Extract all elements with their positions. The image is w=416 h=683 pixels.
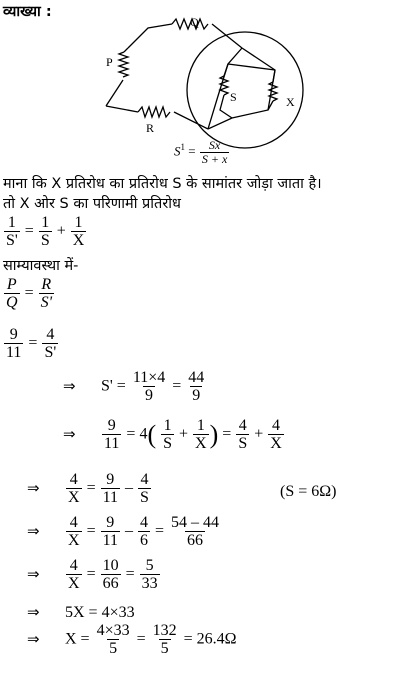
eq10-result: = 26.4Ω	[183, 630, 237, 648]
eq6-note: (S = 6Ω)	[280, 483, 337, 500]
caption-den: S + x	[201, 152, 228, 166]
eq-sign: =	[188, 143, 196, 159]
eq5-b-den: X	[195, 435, 207, 452]
implies-arrow: ⇒	[27, 564, 40, 583]
eq-sign: =	[86, 479, 96, 497]
implies-arrow: ⇒	[27, 478, 40, 497]
eq2-rhs-den: S'	[40, 294, 53, 311]
implies-arrow: ⇒	[27, 629, 40, 648]
eq10-a-num: 4×33	[96, 622, 130, 639]
diagram-label-r: R	[146, 121, 155, 135]
plus-sign: +	[179, 425, 189, 443]
eq7-lhs-num: 4	[69, 514, 78, 531]
caption-num: Sx	[208, 138, 221, 152]
eq7-a-den: 11	[102, 532, 118, 549]
plus-sign: +	[254, 425, 264, 443]
eq6-b-num: 4	[140, 471, 149, 488]
eq5-lhs-den: 11	[104, 435, 120, 452]
eq-sign: =	[222, 425, 232, 443]
eq10-b-num: 132	[152, 622, 177, 639]
eq6-lhs-num: 4	[69, 471, 78, 488]
text-line-2: तो X ओर S का परिणामी प्रतिरोध	[3, 196, 181, 212]
eq-sign: =	[126, 425, 136, 443]
diagram-label-p: P	[106, 55, 113, 69]
equation-10	[27, 622, 237, 658]
eq5-d-num: 4	[272, 417, 281, 434]
eq4-lhs: S' =	[101, 377, 126, 395]
eq-sign: =	[86, 565, 96, 583]
eq-sign: =	[24, 222, 34, 240]
eq1-lhs-den: S'	[6, 232, 18, 249]
eq7-b-den: 6	[140, 532, 148, 549]
eq4-mid-den: 9	[145, 387, 154, 404]
text-line-1: माना कि X प्रतिरोध का प्रतिरोध S के सामांतर जोड़ा जाता है।	[3, 176, 322, 192]
eq-sign: =	[155, 522, 165, 540]
plus-sign: +	[56, 222, 66, 240]
eq1-a-den: S	[40, 232, 50, 249]
eq-sign: =	[136, 630, 146, 648]
eq5-c-num: 4	[238, 417, 247, 434]
eq1-b-den: X	[72, 232, 85, 249]
equation-5	[63, 417, 285, 453]
eq4-rhs-den: 9	[192, 387, 201, 404]
diagram-label-s: S	[230, 90, 237, 104]
eq8-lhs-num: 4	[69, 557, 78, 574]
eq4-rhs-num: 44	[188, 369, 205, 386]
eq6-lhs-den: X	[68, 489, 80, 506]
explanation-heading: व्याख्या :	[3, 4, 52, 20]
equation-2	[3, 276, 55, 312]
minus-sign: –	[125, 522, 133, 540]
eq8-a-num: 10	[102, 557, 119, 574]
left-paren: (	[147, 420, 157, 449]
eq1-lhs-num: 1	[7, 214, 16, 231]
equation-8	[27, 557, 161, 593]
caption-lhs: S	[174, 143, 181, 159]
eq7-b-num: 4	[140, 514, 148, 531]
eq6-a-den: 11	[102, 489, 118, 506]
eq10-lhs: X =	[65, 630, 90, 648]
eq-sign: =	[24, 284, 34, 302]
eq6-b-den: S	[140, 489, 149, 506]
eq5-a-num: 1	[163, 417, 172, 434]
right-paren: )	[209, 420, 219, 449]
equation-1	[3, 214, 87, 250]
eq7-c-den: 66	[187, 532, 204, 549]
eq2-rhs-num: R	[41, 276, 52, 293]
eq5-coef: 4	[139, 425, 148, 443]
equation-3	[3, 326, 59, 362]
implies-arrow: ⇒	[63, 424, 76, 443]
implies-arrow: ⇒	[63, 376, 76, 395]
eq-sign: =	[28, 334, 38, 352]
eq8-a-den: 66	[102, 575, 119, 592]
eq7-a-num: 9	[106, 514, 115, 531]
eq10-a-den: 5	[109, 640, 118, 657]
eq6-a-num: 9	[106, 471, 115, 488]
eq5-c-den: S	[238, 435, 248, 452]
eq-sign: =	[125, 565, 135, 583]
eq7-c-num: 54 – 44	[171, 514, 220, 531]
caption-sup: 1	[180, 142, 185, 153]
equation-6	[27, 471, 152, 507]
eq5-a-den: S	[163, 435, 173, 452]
diagram-label-q: Q	[190, 15, 199, 29]
eq3-lhs-den: 11	[6, 344, 22, 361]
equation-9	[27, 603, 135, 622]
eq2-lhs-den: Q	[6, 294, 18, 311]
eq2-lhs-num: P	[6, 276, 17, 293]
eq3-rhs-num: 4	[46, 326, 55, 343]
eq4-mid-num: 11×4	[132, 369, 166, 386]
implies-arrow: ⇒	[27, 521, 40, 540]
eq1-a-num: 1	[41, 214, 50, 231]
equation-7	[27, 514, 222, 550]
eq7-lhs-den: X	[68, 532, 80, 549]
eq5-d-den: X	[270, 435, 282, 452]
diagram-caption	[174, 139, 230, 166]
eq8-b-den: 33	[141, 575, 158, 592]
eq8-lhs-den: X	[68, 575, 80, 592]
eq-sign: =	[86, 522, 96, 540]
equation-4	[63, 369, 207, 405]
eq5-b-num: 1	[196, 417, 205, 434]
eq3-lhs-num: 9	[9, 326, 18, 343]
eq-sign: =	[172, 377, 182, 395]
caption-fraction	[200, 139, 229, 166]
eq10-b-den: 5	[160, 640, 169, 657]
eq3-rhs-den: S'	[44, 344, 57, 361]
implies-arrow: ⇒	[27, 603, 40, 621]
eq9-text: 5X = 4×33	[65, 604, 135, 621]
text-line-3: साम्यावस्था में-	[3, 258, 79, 274]
eq8-b-num: 5	[145, 557, 154, 574]
diagram-label-x: X	[286, 95, 295, 109]
eq5-lhs-num: 9	[107, 417, 116, 434]
eq1-b-num: 1	[74, 214, 83, 231]
minus-sign: –	[125, 479, 133, 497]
